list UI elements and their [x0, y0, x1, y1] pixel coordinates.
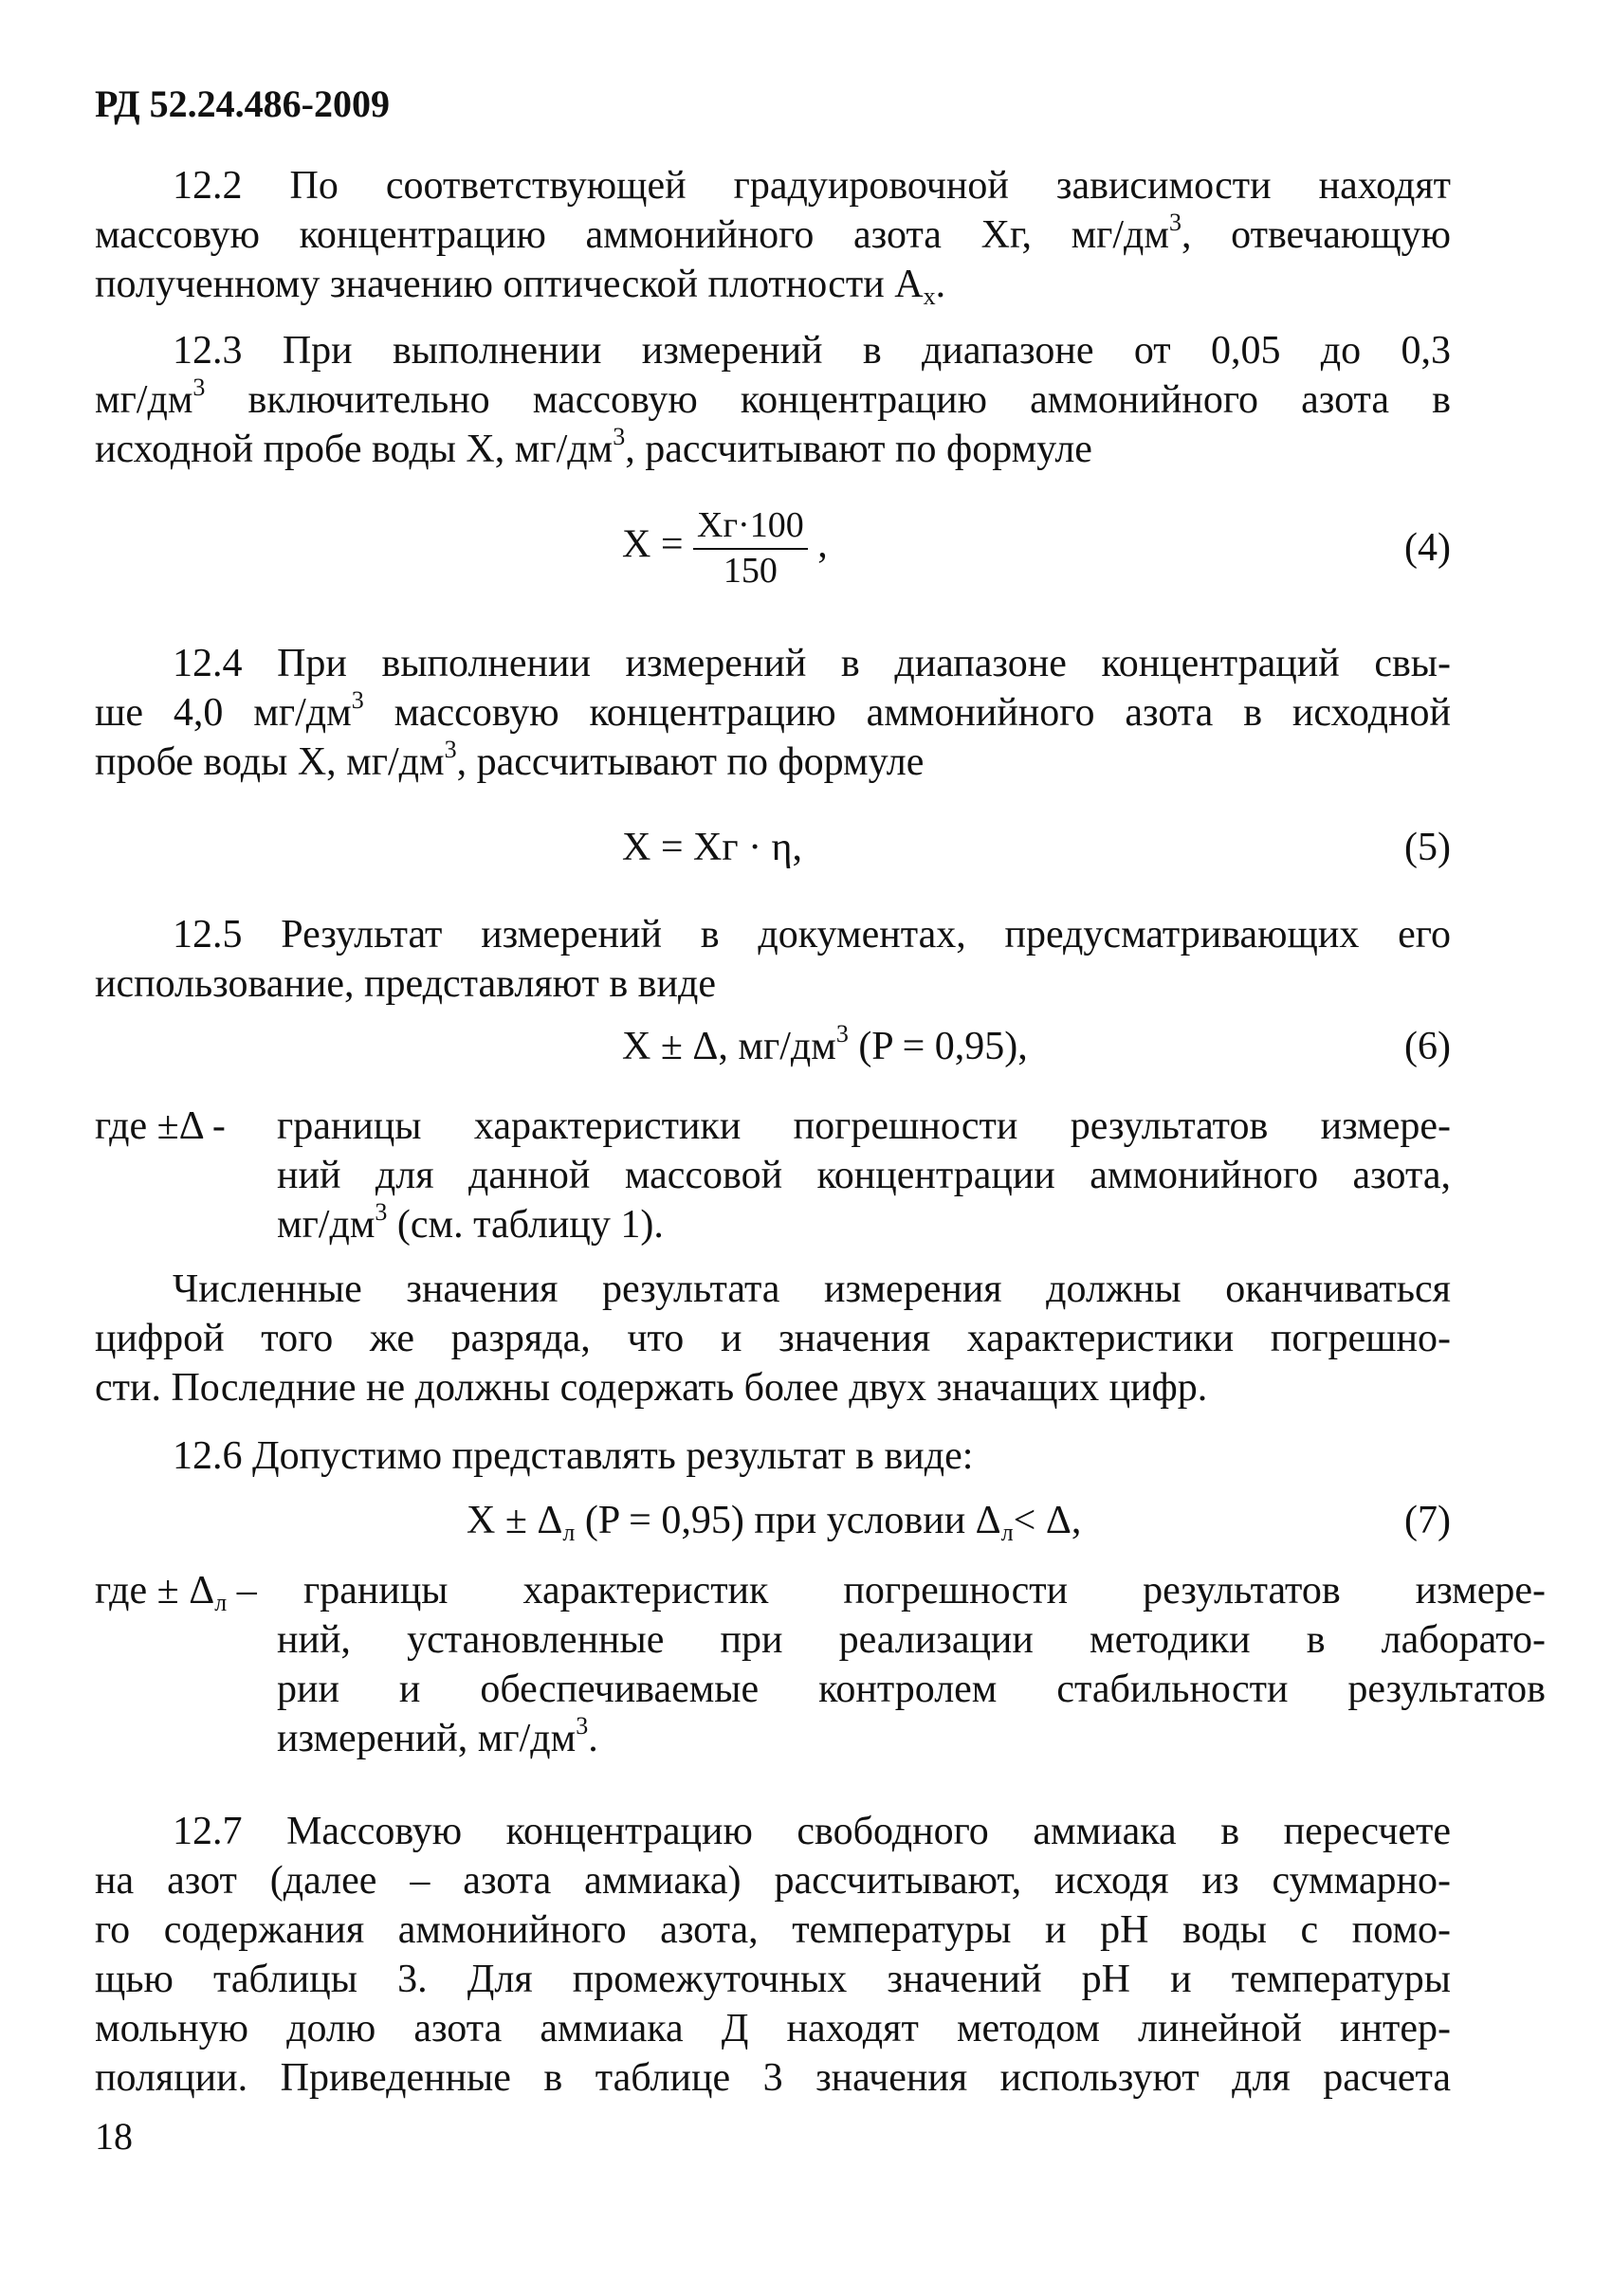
denominator: 150	[723, 551, 778, 591]
paragraph-numeric-values	[95, 1265, 1451, 1412]
line: 12.6 Допустимо представлять результат в виде:	[173, 1434, 974, 1478]
fraction	[693, 504, 808, 592]
line: ний для данной массовой концентрации аммонийного азота,	[277, 1154, 1451, 1197]
line: $мг/дм^3$ (см. таблицу 1).	[277, 1198, 664, 1247]
line: ше 4,0 $мг/дм^3$ массовую концентрацию аммонийного азота в исходной	[95, 686, 1451, 735]
definition-body	[277, 1566, 1546, 1763]
page-number: 18	[95, 2115, 133, 2158]
formula-5-expression: X = Xг · η,	[622, 826, 803, 869]
paragraph-12-7	[95, 1807, 1451, 2103]
document-code: РД 52.24.486-2009	[95, 82, 390, 125]
formula-number: (6)	[1404, 1025, 1451, 1068]
definition-delta-l	[95, 1566, 1546, 1775]
line: исходной пробе воды X, $мг/дм^3$, рассчитывают по формуле	[95, 423, 1092, 471]
line: пробе воды X, $мг/дм^3$, рассчитывают по формуле	[95, 736, 925, 784]
line: сти. Последние не должны содержать более двух значащих цифр.	[95, 1366, 1208, 1410]
paragraph-12-5	[95, 910, 1451, 1009]
formula-number: (4)	[1404, 526, 1451, 570]
line: полученному значению оптической плотности $A_x$.	[95, 263, 946, 310]
paragraph-12-4	[95, 639, 1451, 787]
line: поляции. Приведенные в таблице 3 значения используют для расчета	[95, 2056, 1451, 2100]
paragraph-12-2	[95, 161, 1451, 309]
line: цифрой того же разряда, что и значения характеристики погрешно-	[95, 1317, 1451, 1360]
formula-6	[95, 1020, 1451, 1109]
variable-xg: Xг	[980, 213, 1022, 257]
definition-term: где ±Δ -	[95, 1104, 226, 1148]
line: измерений, $мг/дм^3$.	[277, 1712, 598, 1760]
line: 12.4 При выполнении измерений в диапазоне концентраций свы-	[173, 642, 1451, 685]
formula-number: (7)	[1404, 1499, 1451, 1542]
numerator: Xг·100	[693, 504, 808, 550]
formula-4	[95, 504, 1451, 590]
line: границы характеристик погрешности результатов измере-	[303, 1569, 1546, 1613]
line: использование, представляют в виде	[95, 962, 716, 1006]
line: на азот (далее – азота аммиака) рассчитывают, исходя из суммарно-	[95, 1859, 1451, 1903]
line: ний, установленные при реализации методики в лаборато-	[277, 1618, 1546, 1662]
definition-term: где ± $\Delta_л$ –	[95, 1569, 257, 1616]
line: 12.2 По соответствующей градуировочной зависимости находят	[173, 164, 1451, 208]
formula-5	[95, 825, 1451, 910]
line: Численные значения результата измерения должны оканчиваться	[173, 1267, 1451, 1311]
line: мольную долю азота аммиака Д находят методом линейной интер-	[95, 2007, 1451, 2050]
definition-delta	[95, 1102, 1451, 1263]
line: 12.5 Результат измерений в документах, предусматривающих его	[173, 913, 1451, 957]
line: рии и обеспечиваемые контролем стабильности результатов	[277, 1667, 1546, 1711]
line: 12.3 При выполнении измерений в диапазоне от 0,05 до 0,3	[173, 329, 1451, 373]
line: $мг/дм^3$ включительно массовую концентрацию аммонийного азота в	[95, 374, 1451, 422]
line: щью таблицы 3. Для промежуточных значений pH и температуры	[95, 1958, 1451, 2001]
line: массовую концентрацию аммонийного азота Xг, $мг/дм^3$, отвечающую	[95, 209, 1452, 257]
line: го содержания аммонийного азота, температуры и pH воды с помо-	[95, 1908, 1451, 1952]
definition-body	[277, 1102, 1451, 1249]
formula-number: (5)	[1404, 826, 1451, 869]
paragraph-12-3	[95, 326, 1451, 474]
line: границы характеристики погрешности результатов измере-	[277, 1104, 1451, 1148]
formula-6-expression: X ± Δ, $мг/дм^3$ (P = 0,95),	[622, 1020, 1028, 1068]
formula-7-expression: $X \pm \Delta_л$ (P = 0,95) при условии $\Delta_л< \Delta$,	[467, 1499, 1082, 1546]
formula-4-expression: X = $\frac{Xг\cdot 100}{150}$ ,	[622, 505, 828, 591]
paragraph-12-6	[95, 1431, 1451, 1481]
line: 12.7 Массовую концентрацию свободного аммиака в пересчете	[173, 1810, 1451, 1853]
